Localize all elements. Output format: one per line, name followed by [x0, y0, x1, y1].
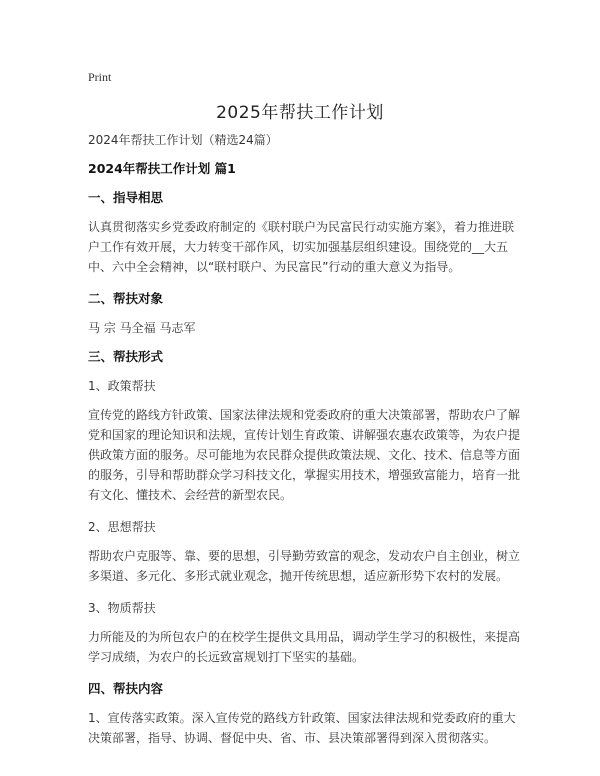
print-label: Print: [88, 70, 112, 84]
document-title: 2025年帮扶工作计划: [216, 103, 384, 123]
article-title: 2024年帮扶工作计划 篇1: [88, 161, 236, 176]
section-heading-guidance: 一、指导相思: [88, 190, 164, 205]
subsection-paragraph-material: 力所能及的为所包农户的在校学生提供文具用品，调动学生学习的积极性，来提高学习成绩，为农户的长远致富规划打下坚实的基础。: [88, 630, 521, 664]
subsection-label-material: 3、物质帮扶: [88, 601, 156, 615]
subsection-label-thought: 2、思想帮扶: [88, 520, 156, 534]
document-body: [88, 130, 520, 748]
section-heading-targets: 二、帮扶对象: [88, 291, 164, 306]
section-paragraph-targets: 马 宗 马全福 马志军: [88, 321, 196, 335]
section-heading-content: 四、帮扶内容: [88, 681, 164, 696]
section-heading-forms: 三、帮扶形式: [88, 349, 164, 364]
section-paragraph-content: 1、宣传落实政策。深入宣传党的路线方针政策、国家法律法规和党委政府的重大决策部署，指导、协调、督促中央、省、市、县决策部署得到深入贯彻落实。: [88, 711, 516, 745]
subsection-paragraph-policy: 宣传党的路线方针政策、国家法律法规和党委政府的重大决策部署，帮助农户了解党和国家的理论知识和法规，宣传计划生育政策、讲解强农惠农政策等，为农户提供政策方面的服务。尽可能地为农民群众提供政策法规、文化、技术、信息等方面的服务，引导和帮助群众学习科技文化，掌握实用技术，增强致富能力，培育一批有文化、懂技术、会经营的新型农民。: [88, 408, 521, 502]
subsection-paragraph-thought: 帮助农户克服等、靠、要的思想，引导勤劳致富的观念，发动农户自主创业，树立多渠道、多元化、多形式就业观念，抛开传统思想，适应新形势下农村的发展。: [88, 549, 521, 583]
document-subtitle: 2024年帮扶工作计划（精选24篇）: [88, 133, 278, 147]
subsection-label-policy: 1、政策帮扶: [88, 379, 156, 393]
section-paragraph-guidance: 认真贯彻落实乡党委政府制定的《联村联户为民富民行动实施方案》，着力推进联户工作有效开展，大力转变干部作风，切实加强基层组织建设。围绕党的__大五中、六中全会精神，以“联村联户、为民富民”行动的重大意义为指导。: [88, 220, 515, 274]
